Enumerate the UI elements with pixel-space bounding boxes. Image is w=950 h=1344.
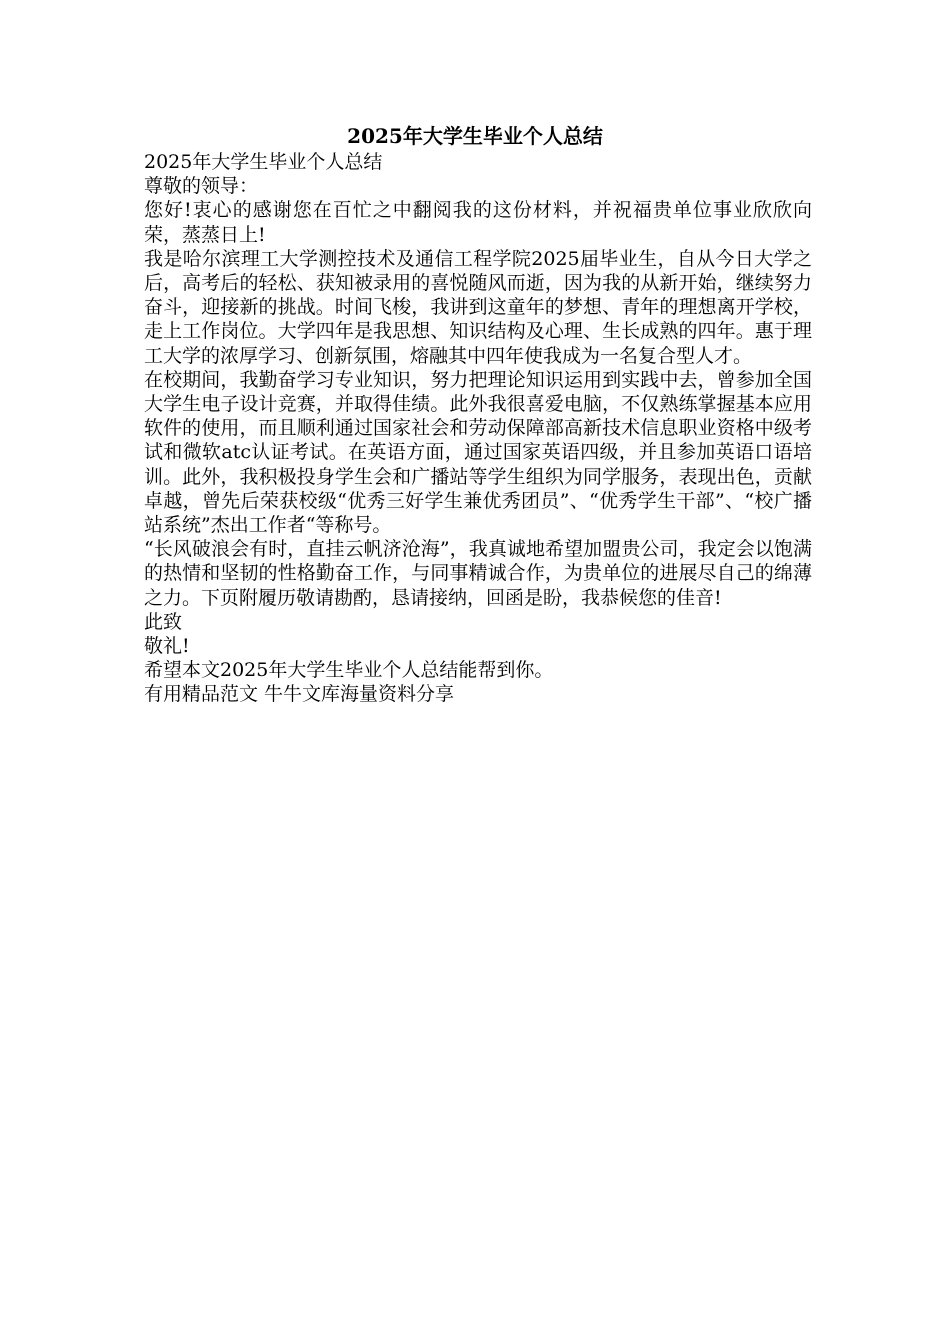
sign-off-line-2: 敬礼! [144,635,190,658]
closing-paragraph: “长风破浪会有时，直挂云帆济沧海”，我真诚地希望加盟贵公司，我定会以饱满的热情和坚韧的性格勤奋工作，与同事精诚合作，为贵单位的进展尽自己的绵薄之力。下页附履历敬请勘酌，恳请接纳，回函是盼，我恭候您的佳音! [144,538,812,609]
footer-note: 希望本文2025年大学生毕业个人总结能帮到你。 [144,659,554,682]
footer-source: 有用精品范文 牛牛文库海量资料分享 [144,683,455,706]
document-title: 2025年大学生毕业个人总结 [347,124,603,148]
sign-off-line-1: 此致 [144,610,183,633]
subtitle-line: 2025年大学生毕业个人总结 [144,151,383,173]
achievements-paragraph: 在校期间，我勤奋学习专业知识，努力把理论知识运用到实践中去，曾参加全国大学生电子设计竞赛，并取得佳绩。此外我很喜爱电脑，不仅熟练掌握基本应用软件的使用，而且顺利通过国家社会和劳动保障部高新技术信息职业资格中级考试和微软atc认证考试。在英语方面，通过国家英语四级，并且参加英语口语培训。此外，我积极投身学生会和广播站等学生组织为同学服务，表现出色，贡献卓越，曾先后荣获校级“优秀三好学生兼优秀团员”、“优秀学生干部”、“校广播站系统”杰出工作者“等称号。 [144,368,812,537]
greeting-paragraph: 您好!衷心的感谢您在百忙之中翻阅我的这份材料，并祝福贵单位事业欣欣向荣，蒸蒸日上! [144,199,812,246]
salutation: 尊敬的领导： [144,175,259,198]
document-body [144,150,812,707]
introduction-paragraph: 我是哈尔滨理工大学测控技术及通信工程学院2025届毕业生，自从今日大学之后，高考后的轻松、获知被录用的喜悦随风而逝，因为我的从新开始，继续努力奋斗，迎接新的挑战。时间飞梭，我讲到这童年的梦想、青年的理想离开学校，走上工作岗位。大学四年是我思想、知识结构及心理、生长成熟的四年。惠于理工大学的浓厚学习、创新氛围，熔融其中四年使我成为一名复合型人才。 [144,247,812,367]
